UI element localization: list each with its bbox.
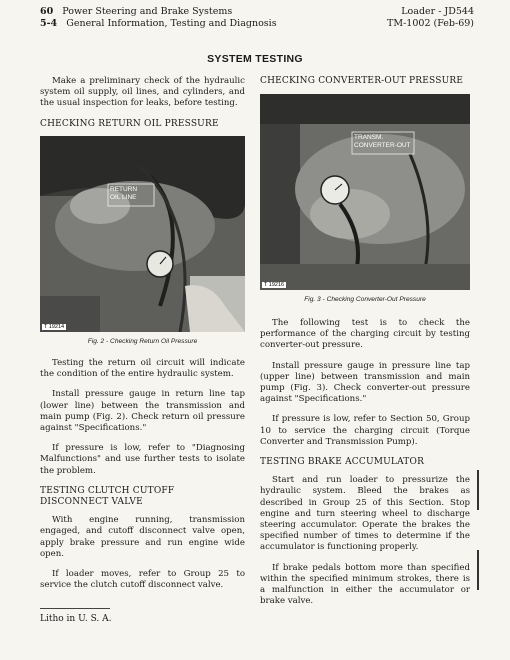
right-column-bottom: [260, 318, 470, 616]
right-p3: If pressure is low, refer to Section 50, Group 10 to service the charging circuit (Torque Converter and Transmission Pump).: [260, 414, 470, 447]
right-column-top: [260, 76, 470, 94]
manual-code: TM-1002 (Feb-69): [387, 18, 474, 29]
fig2-label-oil-line: OIL LINE: [110, 194, 137, 201]
header-left-line2: [40, 18, 277, 30]
right-p4: Start and run loader to pressurize the hydraulic system. Bleed the brakes as described in Group 25 of this Section. Stop engine and turn steering wheel to discharge steering accumulator. Operate the brakes the specified number of times to determine if the accumulator is functioning properly.: [260, 475, 470, 553]
fig3-label-transm: TRANSM.: [354, 134, 384, 141]
header-left-line1: [40, 6, 232, 18]
right-p1: The following test is to check the performance of the charging circuit by testing converter-out pressure.: [260, 318, 470, 351]
left-p4: With engine running, transmission engaged, and cutoff disconnect valve open, apply brake pressure and run engine wide open.: [40, 515, 245, 559]
heading-return-oil: CHECKING RETURN OIL PRESSURE: [40, 118, 219, 129]
revision-bar-2: [477, 550, 479, 590]
revision-bar-1: [477, 470, 479, 510]
section-code: 5-4: [40, 18, 58, 29]
section-title: Power Steering and Brake Systems: [62, 6, 233, 17]
right-p5: If brake pedals bottom more than specified within the specified minimum strokes, there is a malfunction in either the accumulator or brake valve.: [260, 562, 470, 607]
fig3-label-converter-out: CONVERTER-OUT: [354, 142, 411, 149]
left-p5: If loader moves, refer to Group 25 to service the clutch cutoff disconnect valve.: [40, 569, 245, 591]
left-p2: Install pressure gauge in return line tap (lower line) between the transmission and main pump (Fig. 2). Check return oil pressure against "Specifications.": [40, 389, 245, 434]
figure-3-illustration: [260, 94, 470, 290]
left-column-top: [40, 76, 245, 137]
model-label: Loader - JD544: [401, 6, 474, 17]
left-p1: Testing the return oil circuit will indicate the condition of the entire hydraulic system.: [40, 358, 245, 380]
heading-brake-accumulator: TESTING BRAKE ACCUMULATOR: [260, 457, 425, 468]
fig2-label-return: RETURN: [110, 186, 138, 193]
fig2-tag: T 19214: [44, 324, 65, 330]
footer-text: Litho in U. S. A.: [40, 614, 112, 624]
right-p2: Install pressure gauge in pressure line tap (upper line) between transmission and main pump (Fig. 3). Check converter-out pressure against "Specifications.": [260, 360, 470, 405]
figure-2-illustration: [40, 136, 245, 332]
left-p3: If pressure is low, refer to "Diagnosing Malfunctions" and use further tests to isolate the problem.: [40, 443, 245, 476]
figure-3-photo: [260, 94, 470, 290]
figure-2-photo: [40, 136, 245, 332]
fig2-caption: Fig. 2 - Checking Return Oil Pressure: [87, 338, 198, 345]
left-column-bottom: [40, 358, 245, 600]
heading-converter-out: CHECKING CONVERTER-OUT PRESSURE: [260, 76, 464, 86]
page-title: SYSTEM TESTING: [207, 53, 303, 65]
footer-rule: [40, 608, 110, 609]
page-number: 60: [40, 6, 54, 17]
fig3-caption: Fig. 3 - Checking Converter-Out Pressure: [304, 296, 426, 303]
heading-clutch-cutoff: TESTING CLUTCH CUTOFF DISCONNECT VALVE: [40, 485, 175, 508]
fig3-tag: T 19216: [264, 282, 285, 288]
intro-paragraph: Make a preliminary check of the hydraulic system oil supply, oil lines, and cylinders, and the usual inspection for leaks, before testing.: [40, 76, 245, 109]
subsection-title: General Information, Testing and Diagnosis: [66, 18, 277, 29]
